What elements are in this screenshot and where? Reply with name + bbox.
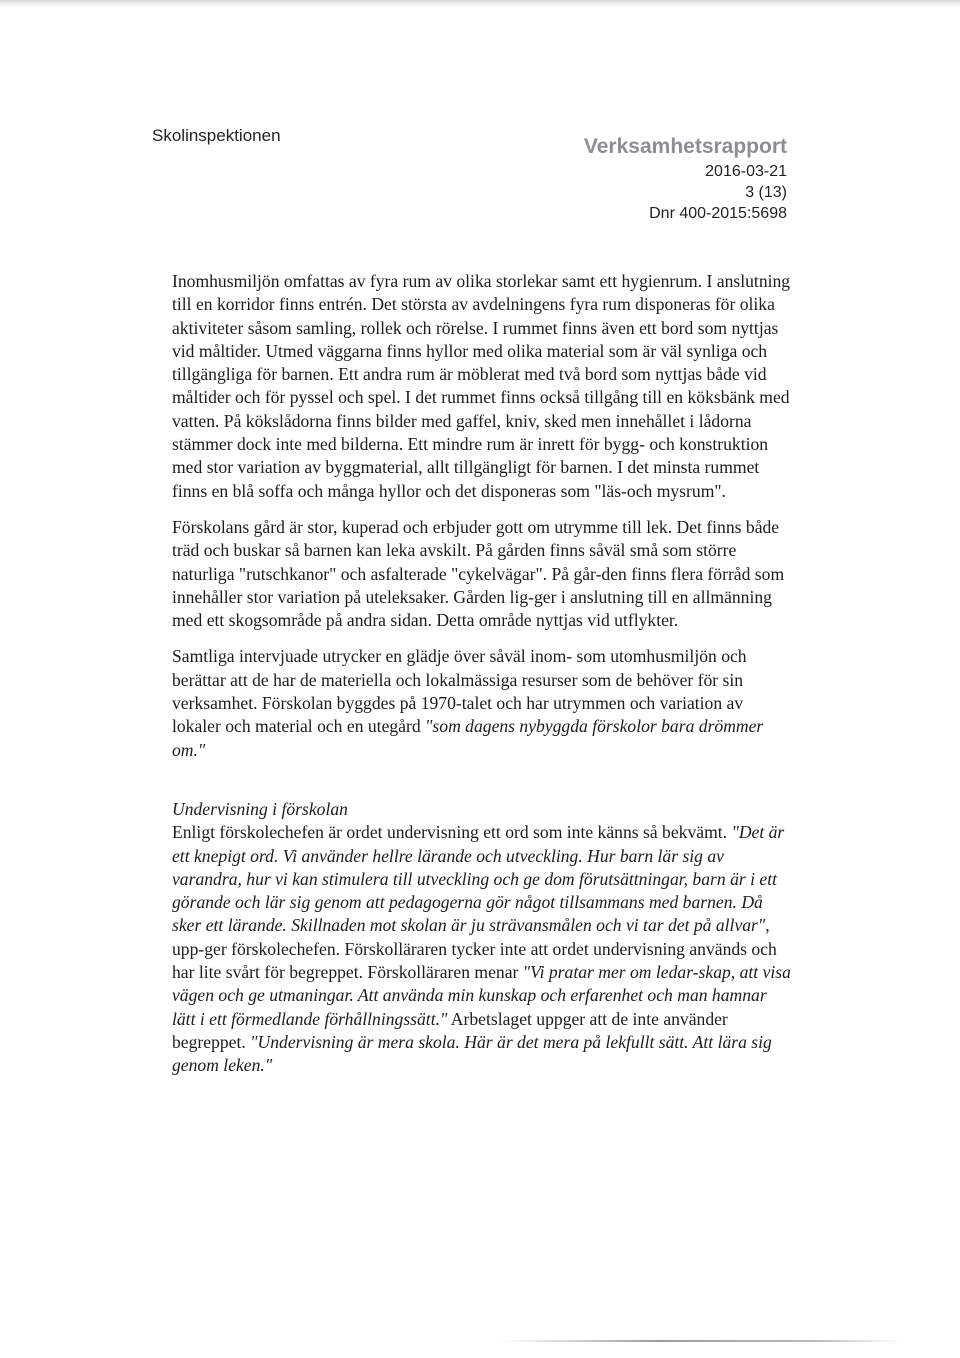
paragraph-teaching: [172, 821, 792, 1077]
teaching-quote-3: "Undervisning är mera skola. Här är det mera på lekfullt sätt. Att lära sig genom leken.": [172, 1031, 772, 1076]
paragraph-indoor-environment: Inomhusmiljön omfattas av fyra rum av olika storlekar samt ett hygienrum. I anslutning till en korridor finns entrén. Det största av avdelningens fyra rum disponeras för olika aktiviteter såsom samling, rollek och rörelse. I rummet finns även ett bord som nyttjas vid måltider. Utmed väggarna finns hyllor med olika material som är väl synliga och tillgängliga för barnen. Ett andra rum är möblerat med två bord som nyttjas både vid måltider och för pyssel och spel. I det rummet finns också tillgång till en köksbänk med vatten. På kökslådorna finns bilder med gaffel, kniv, sked men innehållet i lådorna stämmer dock inte med bilderna. Ett mindre rum är inrett för bygg- och konstruktion med stor variation av byggmaterial, allt tillgängligt för barnen. I det minsta rummet finns en blå soffa och många hyllor och det disponeras som "läs-och mysrum".: [172, 271, 791, 501]
teaching-text-3: Arbetslaget uppger att de inte använder begreppet.: [172, 1008, 728, 1052]
report-title: Verksamhetsrapport: [583, 135, 787, 158]
teaching-quote-1: "Det är ett knepigt ord. Vi använder hellre lärande och utveckling. Hur barn lär sig av varandra, hur vi kan stimulera till utveckling och ge dom förutsättningar, barn är i ett görande och lär sig genom att pedagogerna gör något tillsammans med barnen. Då sker ett lärande. Skillnaden mot skolan är ju strävansmålen och vi tar det på allvar": [172, 822, 785, 936]
teaching-text-1: Enligt förskolechefen är ordet undervisning ett ord som inte känns så bekvämt.: [172, 822, 732, 843]
agency-name: Skolinspektionen: [152, 126, 281, 145]
page-number: 3 (13): [745, 184, 787, 201]
body-text: [172, 270, 792, 1091]
paragraph-resources-quote: "som dagens nybyggda förskolor bara drömmer om.": [172, 716, 764, 760]
teaching-text-2: , upp-ger förskolechefen. Förskolläraren tycker inte att ordet undervisning används och har lite svårt för begreppet. Förskolläraren menar: [172, 915, 777, 983]
paragraph-resources-text: Samtliga intervjuade utrycker en glädje över såväl inom- som utomhusmiljön och berättar att de har de materiella och lokalmässiga resurser som de behöver för sin verksamhet. Förskolan byggdes på 1970-talet och har utrymmen och variation av lokaler och material och en utegård: [172, 646, 747, 737]
scan-edge-bottom: [500, 1340, 900, 1342]
section-heading: Undervisning i förskolan: [172, 798, 348, 819]
scan-edge-top: [0, 0, 960, 8]
report-header: [584, 133, 787, 224]
teaching-quote-2: "Vi pratar mer om ledar-skap, att visa vägen och ge utmaningar. Att använda min kunskap och erfarenhet och man hamnar lätt i ett förmedlande förhållningssätt.": [172, 962, 791, 1029]
paragraph-outdoor-environment: Förskolans gård är stor, kuperad och erbjuder gott om utrymme till lek. Det finns både träd och buskar så barnen kan leka avskilt. På gården finns såväl små som större naturliga "rutschkanor" och asfalterade "cykelvägar". På går-den finns flera förråd som innehåller stor variation på uteleksaker. Gården lig-ger i anslutning till en allmänning med ett skogsområde på andra sidan. Detta område nyttjas vid utflykter.: [172, 516, 785, 631]
paragraph-resources: [172, 645, 792, 761]
report-date: 2016-03-21: [705, 163, 787, 180]
case-number: Dnr 400-2015:5698: [649, 205, 787, 222]
